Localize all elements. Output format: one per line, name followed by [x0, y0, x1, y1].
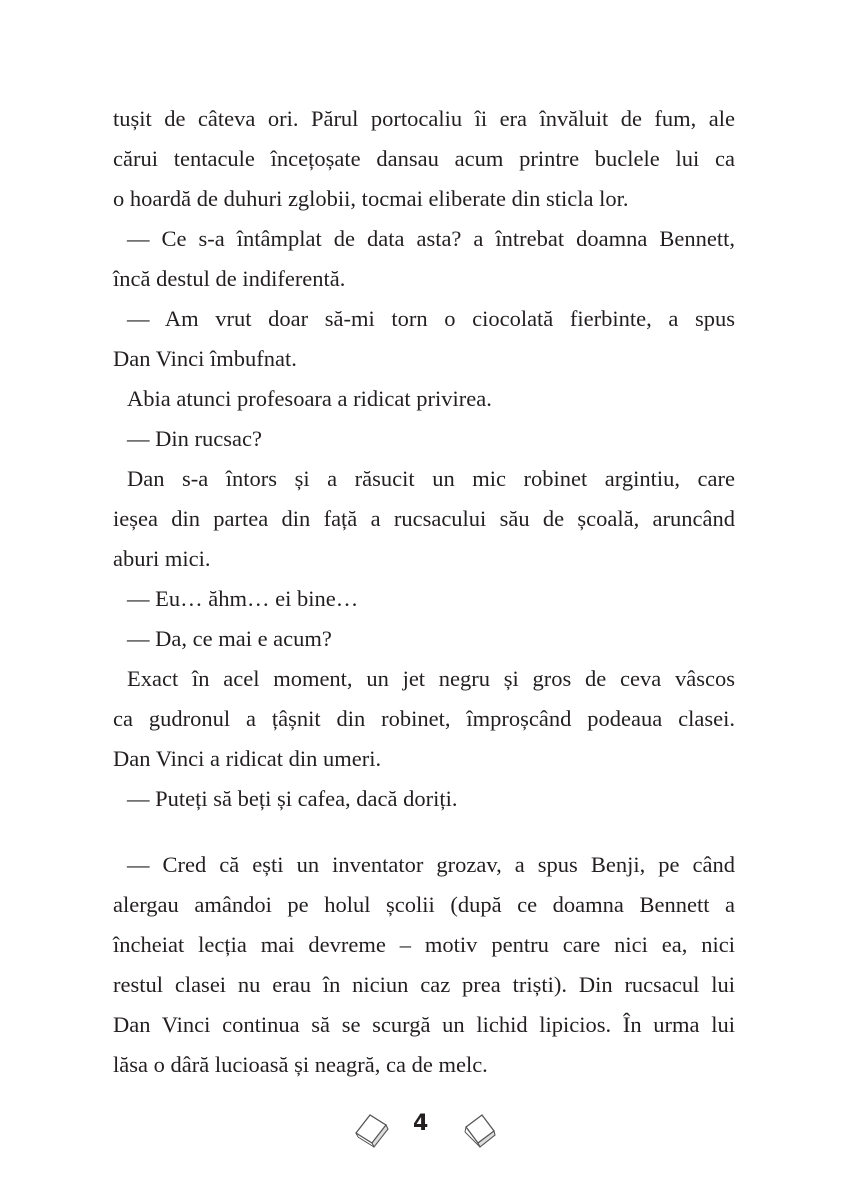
text-line: ca gudronul a țâșnit din robinet, împroșcând podeaua clasei.: [113, 706, 735, 731]
page-number: 4: [413, 1111, 429, 1136]
text-line: alergau amândoi pe holul școlii (după ce doamna Bennett a: [113, 892, 735, 917]
page-footer: [0, 1105, 849, 1150]
paragraph-gap: [113, 819, 735, 845]
text-line: restul clasei nu erau în niciun caz prea triști). Din rucsacul lui: [113, 972, 735, 997]
cube-icon: [460, 1109, 500, 1149]
text-line: Exact în acel moment, un jet negru și gros de ceva vâscos: [127, 666, 735, 691]
text-line: tușit de câteva ori. Părul portocaliu îi era învăluit de fum, ale: [113, 106, 735, 131]
text-line: încheiat lecția mai devreme – motiv pentru care nici ea, nici: [113, 932, 735, 957]
text-line: Abia atunci profesoara a ridicat privirea.: [127, 386, 492, 411]
text-line: — Ce s-a întâmplat de data asta? a întrebat doamna Bennett,: [127, 226, 735, 251]
text-line: aburi mici.: [113, 546, 211, 571]
text-line: o hoardă de duhuri zglobii, tocmai eliberate din sticla lor.: [113, 186, 629, 211]
cube-icon: [352, 1109, 392, 1149]
text-line: — Puteți să beți și cafea, dacă doriți.: [127, 786, 458, 811]
text-line: — Eu… ăhm… ei bine…: [127, 586, 359, 611]
text-line: — Din rucsac?: [127, 426, 262, 451]
text-line: încă destul de indiferentă.: [113, 266, 346, 291]
text-line: Dan Vinci continua să se scurgă un lichid lipicios. În urma lui: [113, 1012, 735, 1037]
text-line: Dan s-a întors și a răsucit un mic robinet argintiu, care: [127, 466, 735, 491]
text-line: lăsa o dâră lucioasă și neagră, ca de melc.: [113, 1052, 488, 1077]
page-body-text: [113, 99, 735, 1085]
text-line: — Am vrut doar să-mi torn o ciocolată fierbinte, a spus: [127, 306, 735, 331]
text-line: Dan Vinci îmbufnat.: [113, 346, 297, 371]
text-line: Dan Vinci a ridicat din umeri.: [113, 746, 382, 771]
text-line: — Da, ce mai e acum?: [127, 626, 332, 651]
text-line: cărui tentacule încețoșate dansau acum printre buclele lui ca: [113, 146, 735, 171]
text-line: ieșea din partea din față a rucsacului său de școală, aruncând: [113, 506, 735, 531]
text-line: — Cred că ești un inventator grozav, a spus Benji, pe când: [127, 852, 735, 877]
